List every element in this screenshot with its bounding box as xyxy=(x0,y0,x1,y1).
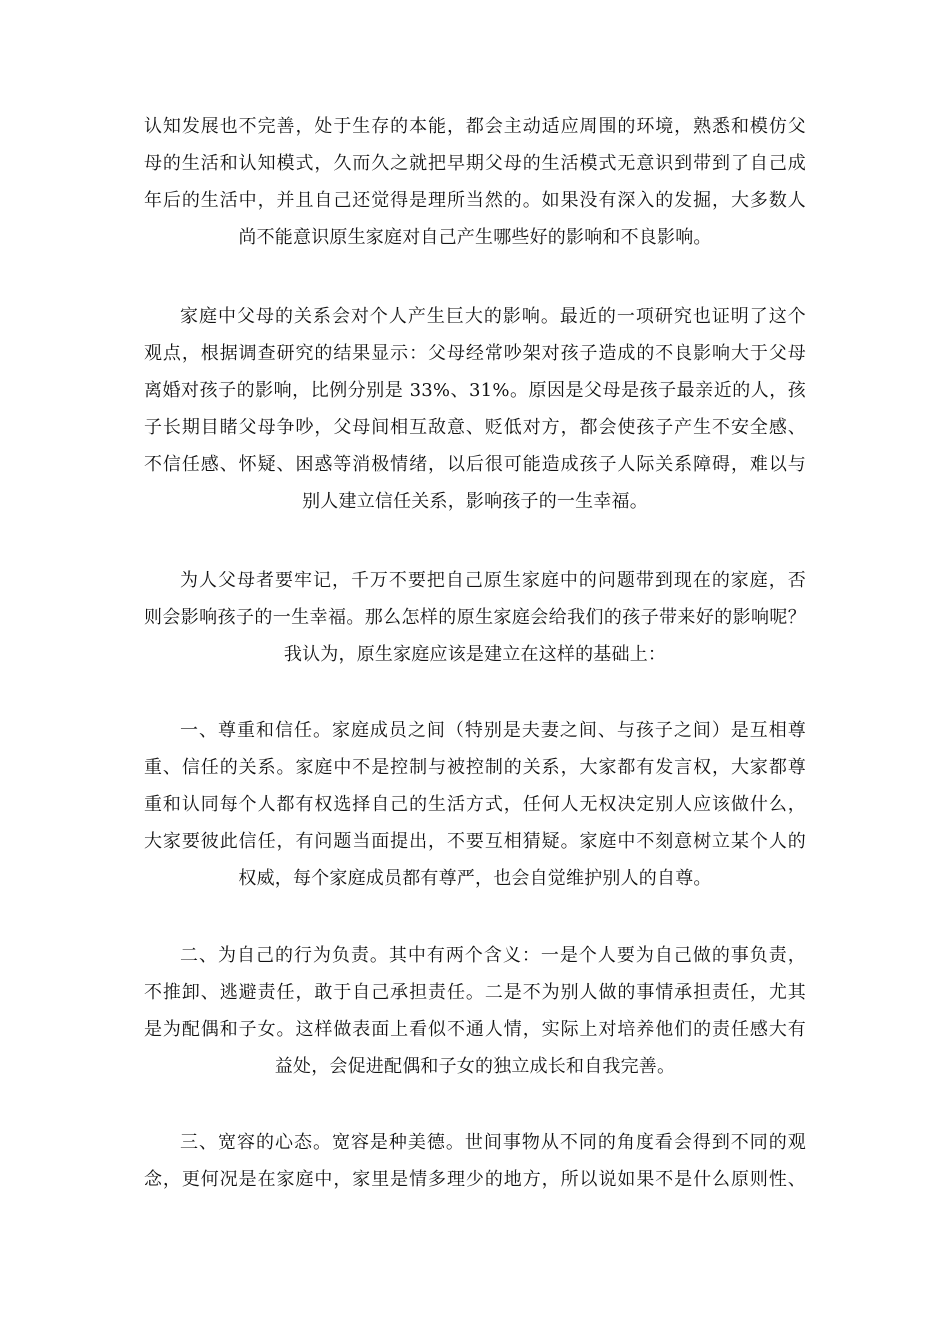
text-line: 年后的生活中，并且自己还觉得是理所当然的。如果没有深入的发掘，大多数人 xyxy=(144,190,806,211)
text-line: 重和认同每个人都有权选择自己的生活方式，任何人无权决定别人应该做什么， xyxy=(144,794,806,815)
text-line: 则会影响孩子的一生幸福。那么怎样的原生家庭会给我们的孩子带来好的影响呢？ xyxy=(144,607,806,628)
text-line: 尚不能意识原生家庭对自己产生哪些好的影响和不良影响。 xyxy=(238,227,712,248)
paragraph-respect-trust xyxy=(144,712,806,897)
text-line: 家庭中父母的关系会对个人产生巨大的影响。最近的一项研究也证明了这个 xyxy=(180,306,806,327)
paragraph-tolerance xyxy=(144,1124,806,1198)
text-line: 三、宽容的心态。宽容是种美德。世间事物从不同的角度看会得到不同的观 xyxy=(180,1132,806,1153)
text-line: 认知发展也不完善，处于生存的本能，都会主动适应周围的环境，熟悉和模仿父 xyxy=(144,116,806,137)
text-line: 大家要彼此信任，有问题当面提出，不要互相猜疑。家庭中不刻意树立某个人的 xyxy=(144,831,806,852)
paragraph-advice xyxy=(144,562,806,673)
text-line: 母的生活和认知模式，久而久之就把早期父母的生活模式无意识到带到了自己成 xyxy=(144,153,806,174)
paragraph-responsibility xyxy=(144,937,806,1085)
text-line: 观点，根据调查研究的结果显示：父母经常吵架对孩子造成的不良影响大于父母 xyxy=(144,343,806,364)
text-line: 离婚对孩子的影响，比例分别是 33%、31%。原因是父母是孩子最亲近的人，孩 xyxy=(144,380,806,401)
text-line: 念，更何况是在家庭中，家里是情多理少的地方，所以说如果不是什么原则性、 xyxy=(144,1169,806,1190)
text-line: 我认为，原生家庭应该是建立在这样的基础上： xyxy=(283,644,667,665)
text-line: 不推卸、逃避责任，敢于自己承担责任。二是不为别人做的事情承担责任，尤其 xyxy=(144,982,806,1003)
text-line: 为人父母者要牢记，千万不要把自己原生家庭中的问题带到现在的家庭，否 xyxy=(180,570,806,591)
text-line: 是为配偶和子女。这样做表面上看似不通人情，实际上对培养他们的责任感大有 xyxy=(144,1019,806,1040)
text-line: 重、信任的关系。家庭中不是控制与被控制的关系，大家都有发言权，大家都尊 xyxy=(144,757,806,778)
text-line: 不信任感、怀疑、困惑等消极情绪，以后很可能造成孩子人际关系障碍，难以与 xyxy=(144,454,806,475)
text-line: 权威，每个家庭成员都有尊严，也会自觉维护别人的自尊。 xyxy=(238,868,712,889)
text-line: 益处，会促进配偶和子女的独立成长和自我完善。 xyxy=(274,1056,676,1077)
text-line: 二、为自己的行为负责。其中有两个含义：一是个人要为自己做的事负责， xyxy=(180,945,806,966)
paragraph-parents-relationship xyxy=(144,298,806,520)
text-line: 别人建立信任关系，影响孩子的一生幸福。 xyxy=(302,491,648,512)
text-line: 一、尊重和信任。家庭成员之间（特别是夫妻之间、与孩子之间）是互相尊 xyxy=(180,720,806,741)
text-line: 子长期目睹父母争吵，父母间相互敌意、贬低对方，都会使孩子产生不安全感、 xyxy=(144,417,806,438)
paragraph-upbringing xyxy=(144,108,806,256)
